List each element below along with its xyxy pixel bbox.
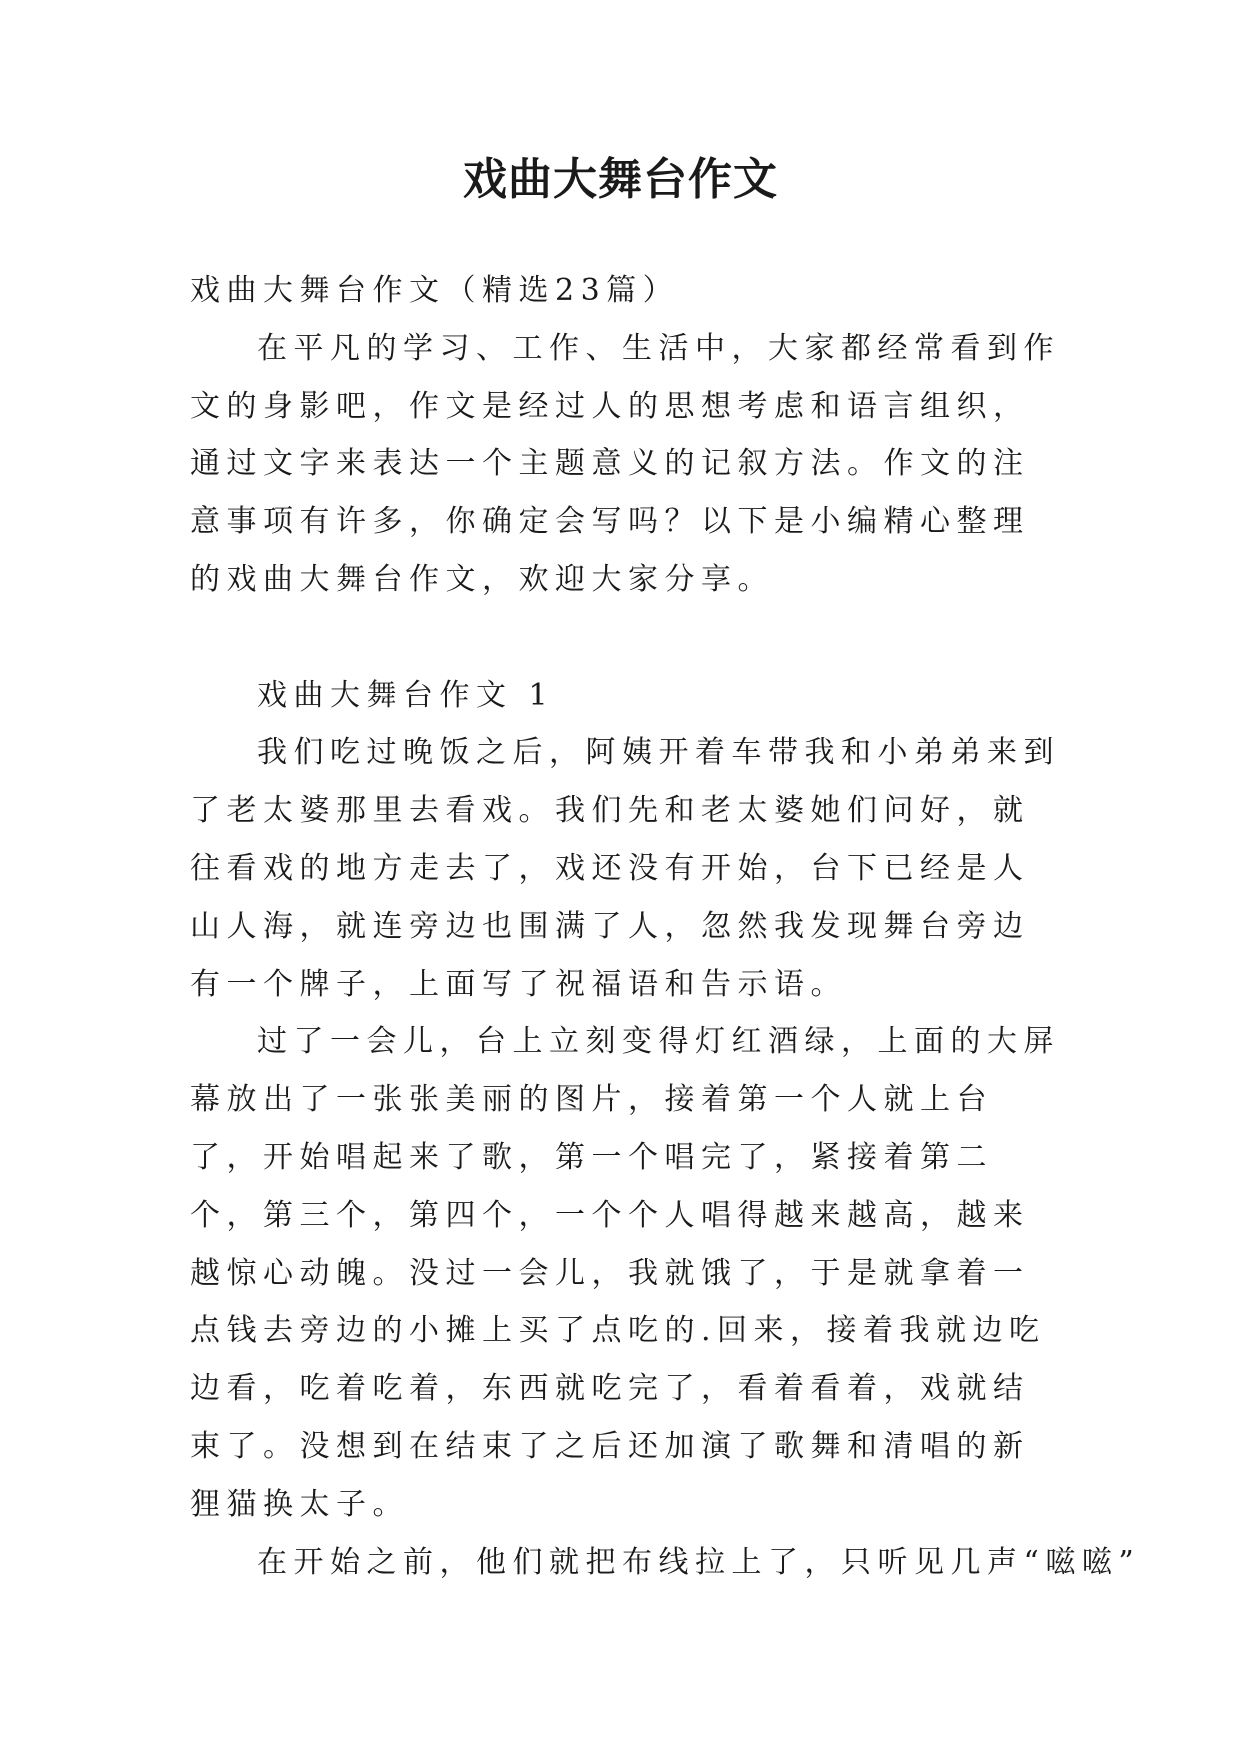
document-subtitle: 戏曲大舞台作文（精选23篇）: [190, 273, 680, 308]
body-paragraph-3: 在开始之前，他们就把布线拉上了，只听见几声“嗞嗞”: [257, 1544, 1141, 1580]
document-title: 戏曲大舞台作文: [463, 154, 778, 205]
section-heading: 戏曲大舞台作文 1: [257, 677, 555, 713]
body-paragraph-2: 过了一会儿，台上立刻变得灯红酒绿，上面的大屏幕放出了一张张美丽的图片，接着第一个人就上台了，开始唱起来了歌，第一个唱完了，紧接着第二个，第三个，第四个，一个个人唱得越来越高，越来越惊心动魄。没过一会儿，我就饿了，于是就拿着一点钱去旁边的小摊上买了点吃的.回来，接着我就边吃边看，吃着吃着，东西就吃完了，看着看着，戏就结束了。没想到在结束了之后还加演了歌舞和清唱的新狸猫换太子。: [190, 1024, 1060, 1522]
intro-paragraph: 在平凡的学习、工作、生活中，大家都经常看到作文的身影吧，作文是经过人的思想考虑和语言组织，通过文字来表达一个主题意义的记叙方法。作文的注意事项有许多，你确定会写吗？以下是小编精心整理的戏曲大舞台作文，欢迎大家分享。: [190, 330, 1060, 597]
section-spacer: [190, 609, 1060, 667]
document-body: [190, 262, 1141, 1591]
body-paragraph-1: 我们吃过晚饭之后，阿姨开着车带我和小弟弟来到了老太婆那里去看戏。我们先和老太婆她们问好，就往看戏的地方走去了，戏还没有开始，台下已经是人山人海，就连旁边也围满了人，忽然我发现舞台旁边有一个牌子，上面写了祝福语和告示语。: [190, 735, 1060, 1002]
